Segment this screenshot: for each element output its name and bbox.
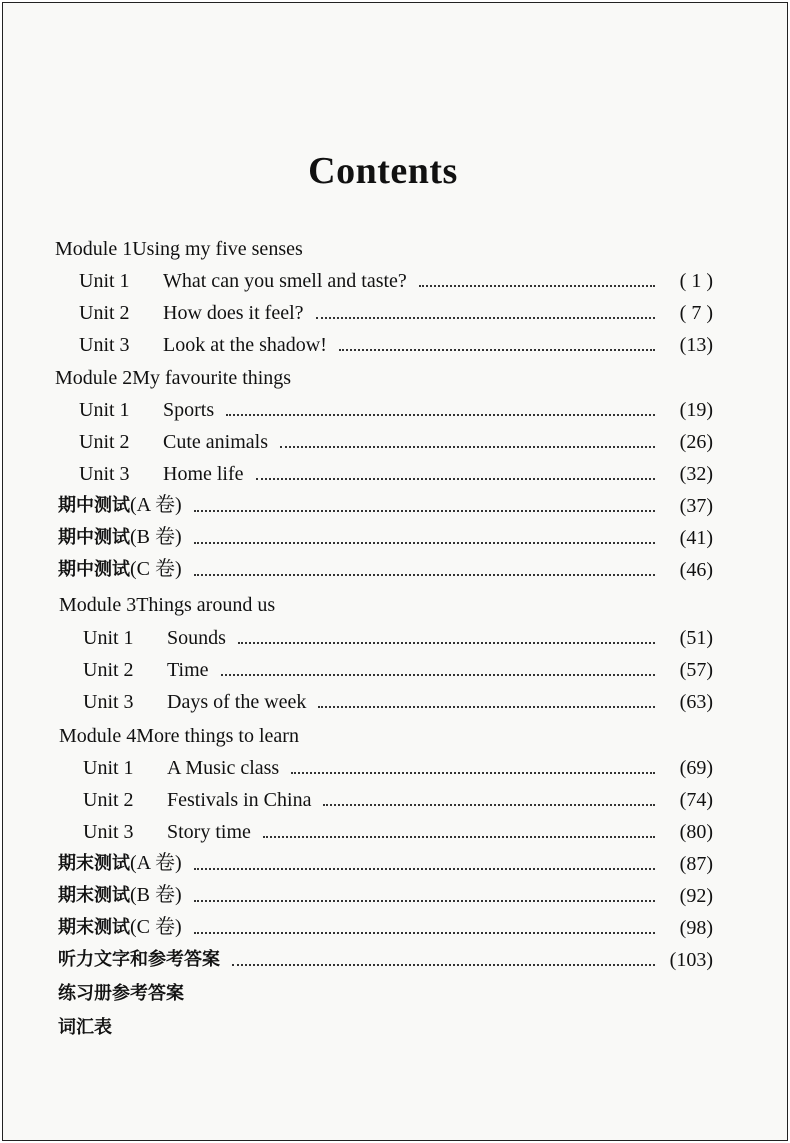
entry-title	[59, 593, 275, 617]
page-number: (37)	[679, 495, 713, 517]
dot-leader	[194, 542, 655, 544]
entry-label: Unit 3	[79, 334, 130, 356]
entry-label: Unit 3	[83, 821, 134, 843]
entry-label: Unit 1	[79, 399, 130, 421]
document-page	[2, 2, 788, 1141]
entry-label: Unit 3	[79, 463, 130, 485]
entry-title	[58, 982, 184, 1006]
entry-label: Unit 1	[79, 270, 130, 292]
toc-entry-exam	[3, 488, 790, 518]
entry-title	[58, 883, 182, 908]
page-number: (98)	[679, 917, 713, 939]
entry-title	[83, 658, 209, 682]
entry-title	[79, 430, 268, 454]
toc-entry-unit	[3, 327, 790, 357]
page-number: (80)	[679, 821, 713, 843]
entry-label: Unit 1	[83, 757, 134, 779]
entry-title-text: Home life	[163, 463, 244, 485]
entry-title	[59, 724, 299, 748]
entry-title-text: 练习册参考答案	[58, 983, 184, 1004]
dot-leader	[419, 285, 655, 287]
toc-entry-unit	[3, 620, 790, 650]
entry-title-text: Things around us	[136, 594, 276, 616]
dot-leader	[221, 674, 655, 676]
dot-leader	[339, 349, 655, 351]
dot-leader	[194, 510, 655, 512]
entry-title-text: Cute animals	[163, 431, 268, 453]
page-number: (103)	[669, 949, 713, 971]
toc-entry-unit	[3, 652, 790, 682]
entry-title-text: A Music class	[167, 757, 280, 779]
page-number: (57)	[679, 659, 713, 681]
page-title: Contents	[308, 150, 458, 192]
page-number: (41)	[679, 527, 713, 549]
entry-label: Module 3	[59, 594, 137, 616]
entry-label: Module 1	[55, 238, 133, 260]
dot-leader	[226, 414, 655, 416]
entry-title	[58, 915, 182, 940]
toc-entry-exam	[3, 552, 790, 582]
entry-title-text: Sounds	[167, 627, 226, 649]
dot-leader	[232, 964, 655, 966]
entry-title	[58, 493, 182, 518]
toc-entry-unit	[3, 295, 790, 325]
page-number: (19)	[679, 399, 713, 421]
entry-title	[79, 301, 304, 325]
dot-leader	[316, 317, 655, 319]
entry-title	[79, 398, 214, 422]
entry-title	[79, 269, 407, 293]
page-number: (92)	[679, 885, 713, 907]
entry-title-text: 期末测试	[58, 853, 130, 874]
toc-entry-unit	[3, 750, 790, 780]
entry-title	[55, 366, 291, 390]
dot-leader	[194, 868, 655, 870]
toc-entry-exam	[3, 942, 790, 972]
page-number: ( 1 )	[679, 270, 713, 292]
entry-title	[79, 462, 244, 486]
page-number: ( 7 )	[679, 302, 713, 324]
page-number: (13)	[679, 334, 713, 356]
entry-suffix: (C 卷)	[130, 916, 182, 938]
entry-title	[58, 1016, 112, 1040]
entry-title	[58, 557, 182, 582]
page-number: (63)	[679, 691, 713, 713]
entry-suffix: (B 卷)	[130, 526, 182, 548]
entry-title-text: How does it feel?	[163, 302, 304, 324]
dot-leader	[318, 706, 655, 708]
entry-title	[55, 237, 303, 261]
entry-suffix: (A 卷)	[130, 494, 182, 516]
entry-title	[79, 333, 327, 357]
toc-entry-unit	[3, 424, 790, 454]
entry-label: Unit 2	[83, 659, 134, 681]
toc-entry-unit	[3, 263, 790, 293]
dot-leader	[280, 446, 655, 448]
entry-title	[58, 525, 182, 550]
entry-label: Unit 2	[79, 302, 130, 324]
toc-entry-module	[3, 231, 790, 261]
page-number: (32)	[679, 463, 713, 485]
dot-leader	[194, 574, 655, 576]
entry-title	[83, 626, 226, 650]
entry-title-text: Time	[167, 659, 209, 681]
entry-title-text: Look at the shadow!	[163, 334, 327, 356]
entry-title-text: 期末测试	[58, 885, 130, 906]
entry-title	[83, 820, 251, 844]
entry-title-text: Days of the week	[167, 691, 307, 713]
dot-leader	[256, 478, 655, 480]
page-number: (74)	[679, 789, 713, 811]
toc-entry-exam	[3, 1010, 790, 1040]
toc-entry-unit	[3, 684, 790, 714]
entry-title-text: 期中测试	[58, 527, 130, 548]
entry-title	[83, 788, 311, 812]
dot-leader	[291, 772, 655, 774]
toc-entry-unit	[3, 456, 790, 486]
entry-suffix: (A 卷)	[130, 852, 182, 874]
entry-title-text: Story time	[167, 821, 251, 843]
dot-leader	[323, 804, 655, 806]
entry-suffix: (B 卷)	[130, 884, 182, 906]
page-number: (69)	[679, 757, 713, 779]
toc-entry-exam	[3, 976, 790, 1006]
entry-title-text: 期中测试	[58, 559, 130, 580]
entry-title-text: Using my five senses	[132, 238, 303, 260]
toc-entry-exam	[3, 878, 790, 908]
entry-label: Unit 2	[79, 431, 130, 453]
page-number: (51)	[679, 627, 713, 649]
entry-label: Unit 1	[83, 627, 134, 649]
toc-entry-unit	[3, 814, 790, 844]
entry-title-text: What can you smell and taste?	[163, 270, 407, 292]
entry-label: Unit 3	[83, 691, 134, 713]
page-number: (26)	[679, 431, 713, 453]
dot-leader	[194, 900, 655, 902]
page-number: (46)	[679, 559, 713, 581]
entry-title-text: 词汇表	[58, 1017, 112, 1038]
entry-label: Unit 2	[83, 789, 134, 811]
entry-title-text: More things to learn	[136, 725, 299, 747]
page-number: (87)	[679, 853, 713, 875]
toc-entry-exam	[3, 520, 790, 550]
toc-entry-unit	[3, 392, 790, 422]
entry-label: Module 2	[55, 367, 133, 389]
entry-title-text: My favourite things	[132, 367, 292, 389]
entry-title-text: 期末测试	[58, 917, 130, 938]
entry-title-text: 听力文字和参考答案	[58, 949, 220, 970]
entry-title-text: 期中测试	[58, 495, 130, 516]
entry-title	[58, 851, 182, 876]
toc-entry-exam	[3, 910, 790, 940]
entry-title	[83, 690, 306, 714]
entry-label: Module 4	[59, 725, 137, 747]
entry-title-text: Festivals in China	[167, 789, 312, 811]
toc-entry-module	[3, 587, 790, 617]
dot-leader	[194, 932, 655, 934]
entry-title	[58, 948, 220, 972]
entry-suffix: (C 卷)	[130, 558, 182, 580]
toc-entry-module	[3, 360, 790, 390]
dot-leader	[263, 836, 655, 838]
toc-entry-unit	[3, 782, 790, 812]
entry-title-text: Sports	[163, 399, 215, 421]
entry-title	[83, 756, 279, 780]
toc-entry-module	[3, 718, 790, 748]
toc-entry-exam	[3, 846, 790, 876]
dot-leader	[238, 642, 655, 644]
